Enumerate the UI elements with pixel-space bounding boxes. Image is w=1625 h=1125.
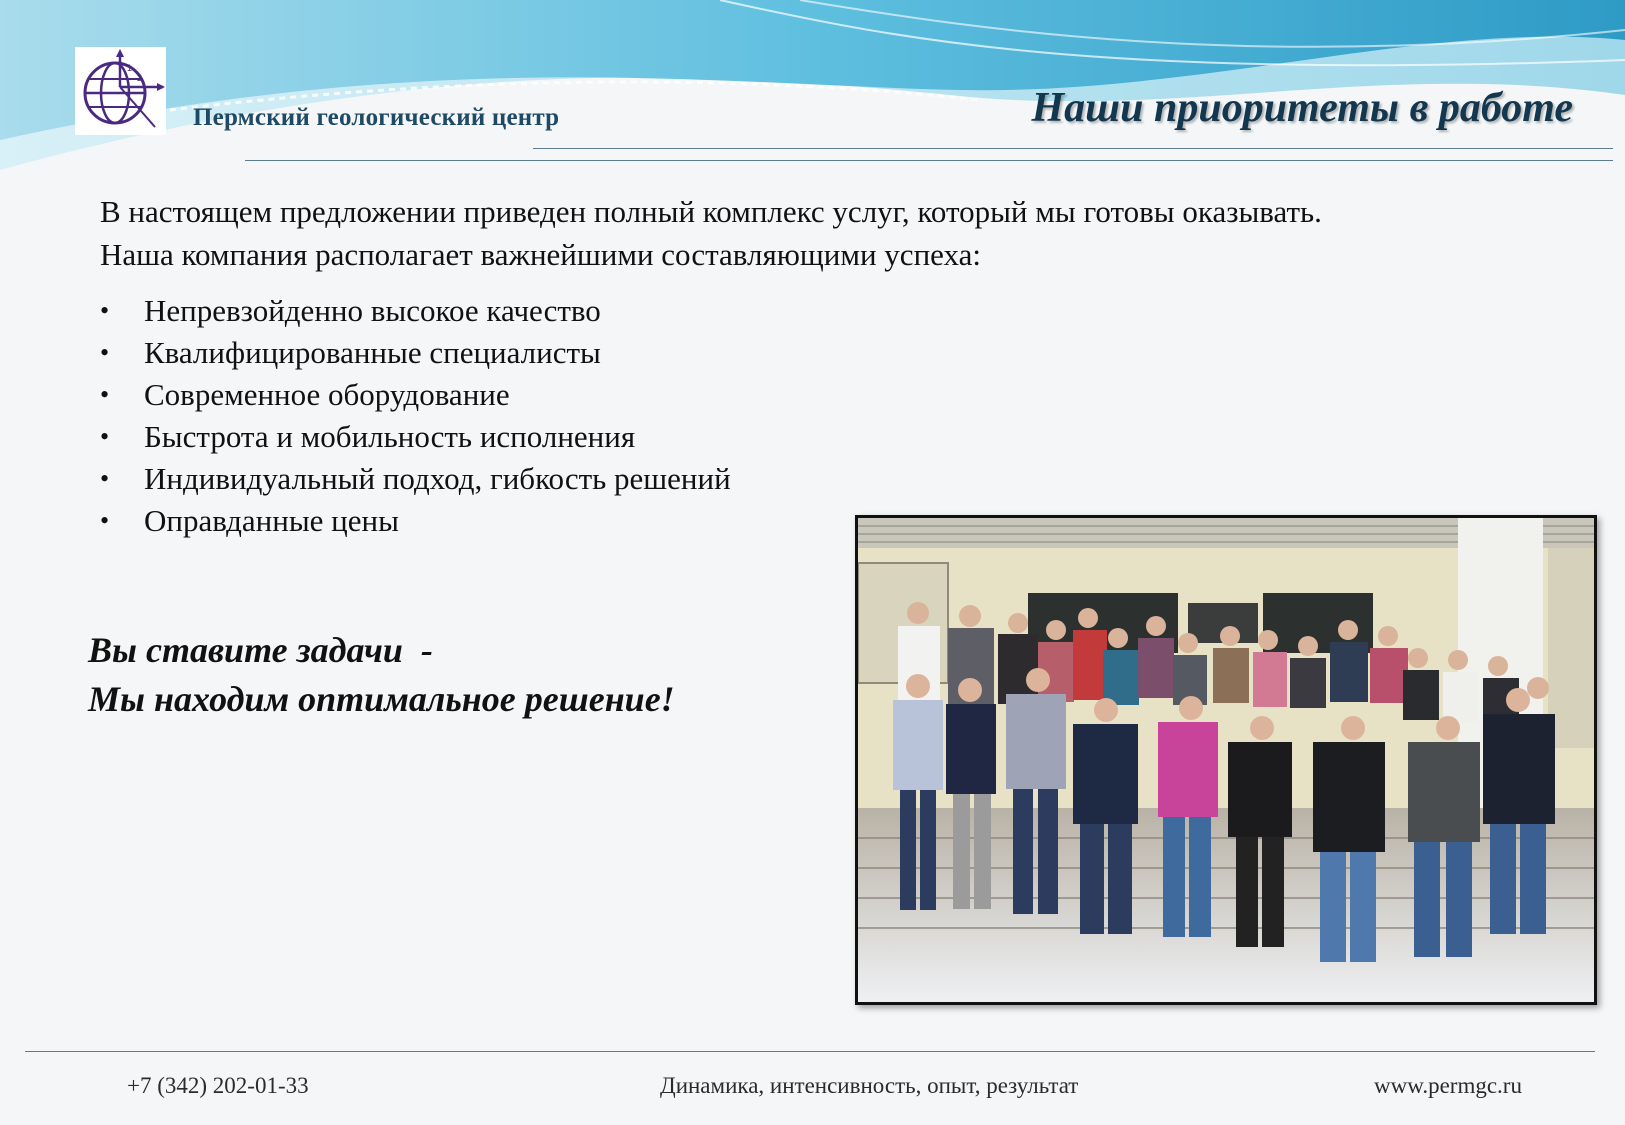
footer-motto: Динамика, интенсивность, опыт, результат — [660, 1073, 1079, 1098]
priority-label: Индивидуальный подход, гибкость решений — [144, 461, 731, 496]
intro-text — [100, 190, 1570, 276]
bullet-icon: • — [100, 422, 110, 451]
team-photo[interactable] — [855, 515, 1597, 1005]
bullet-icon: • — [100, 338, 110, 367]
priority-label: Современное оборудование — [144, 377, 510, 412]
list-item — [100, 416, 731, 458]
svg-text:1: 1 — [127, 63, 133, 73]
slide-title: Наши приоритеты в работе — [1031, 85, 1573, 131]
list-item — [100, 290, 731, 332]
slogan-line-1: Вы ставите задачи - — [88, 630, 433, 670]
slogan — [88, 626, 675, 724]
footer-phone[interactable]: +7 (342) 202-01-33 — [127, 1073, 309, 1098]
bullet-icon: • — [100, 296, 110, 325]
list-item — [100, 458, 731, 500]
list-item — [100, 500, 731, 542]
slogan-line-2: Мы находим оптимальное решение! — [88, 679, 675, 719]
intro-line-2: Наша компания располагает важнейшими составляющими успеха: — [100, 237, 981, 272]
globe-compass-logo-icon — [75, 47, 166, 135]
company-logo[interactable] — [75, 47, 166, 135]
intro-line-1: В настоящем предложении приведен полный комплекс услуг, который мы готовы оказывать. — [100, 194, 1322, 229]
priorities-list — [100, 290, 731, 542]
list-item — [100, 332, 731, 374]
company-name: Пермский геологический центр — [193, 104, 560, 131]
footer-website-link[interactable]: www.permgc.ru — [1374, 1073, 1522, 1098]
priority-label: Оправданные цены — [144, 503, 399, 538]
priority-label: Квалифицированные специалисты — [144, 335, 601, 370]
priority-label: Быстрота и мобильность исполнения — [144, 419, 636, 454]
header-divider-top — [533, 148, 1613, 149]
footer-divider — [25, 1051, 1595, 1052]
bullet-icon: • — [100, 380, 110, 409]
team-photo-image — [858, 518, 1594, 1002]
svg-text:2: 2 — [137, 73, 143, 83]
bullet-icon: • — [100, 506, 110, 535]
list-item — [100, 374, 731, 416]
header-divider-bottom — [245, 160, 1613, 161]
priority-label: Непревзойденно высокое качество — [144, 293, 601, 328]
bullet-icon: • — [100, 464, 110, 493]
